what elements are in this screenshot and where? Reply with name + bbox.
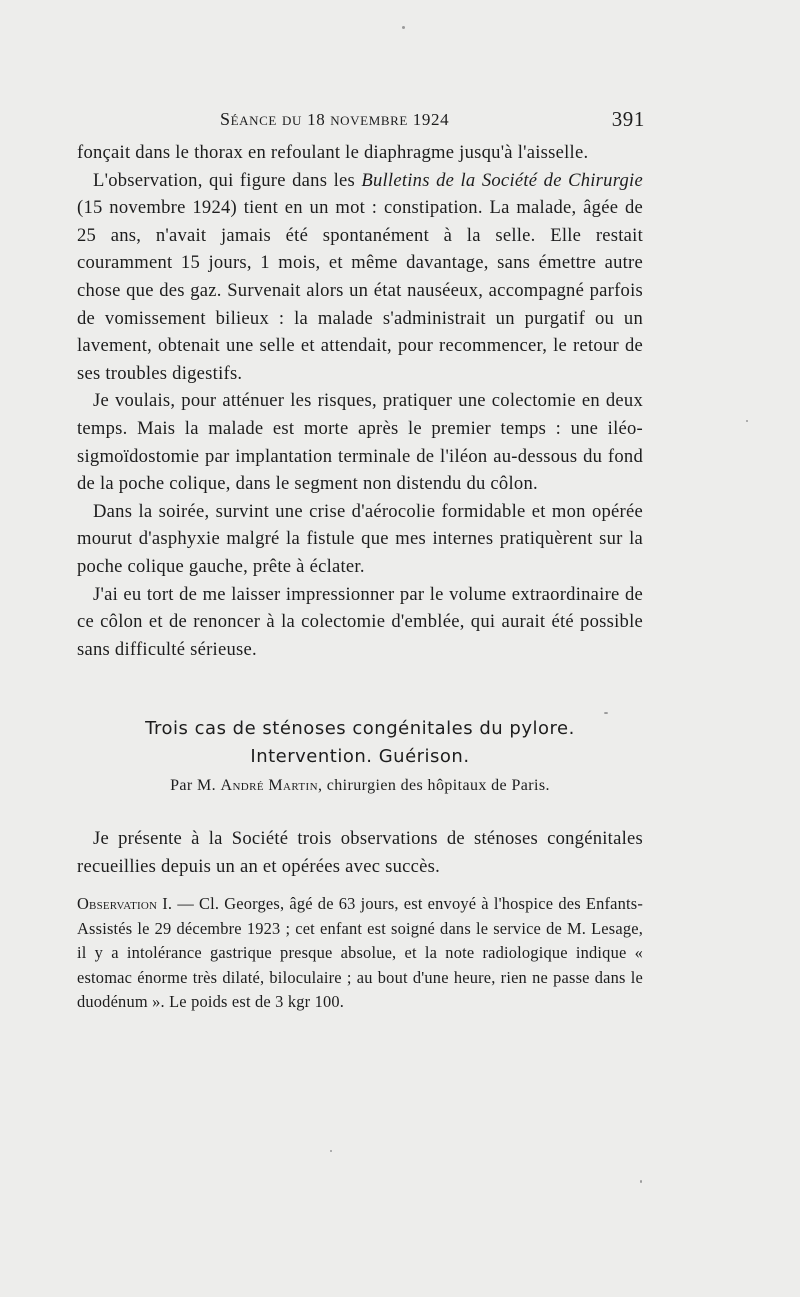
author-byline <box>77 777 643 795</box>
journal-title: Bulletins de la Société de Chirurgie <box>361 169 643 191</box>
paragraph-text: (15 novembre 1924) tient en un mot : constipation. La malade, âgée de 25 ans, n'avait jamais été spontanément à la selle. Elle restait couramment 15 jours, 1 mois, et même davantage, sans émettre autre chose que des gaz. Survenait alors un état nauséeux, accompagné parfois de vomissement bilieux : la malade s'administrait un purgatif ou un lavement, obtenait une selle et attendait, pour recommencer, le retour de ses troubles digestifs. <box>77 197 643 384</box>
paragraph-colectomy: Je voulais, pour atténuer les risques, pratiquer une colectomie en deux temps. Mais la malade est morte après le premier temps : une iléo-sigmoïdostomie par implantation terminale de l'iléon au-dessous du fond de la poche colique, dans le segment non distendu du côlon. <box>77 390 643 495</box>
observation-label: Observation I. <box>77 894 173 914</box>
paper-speck <box>746 420 748 422</box>
paragraph-observation <box>77 167 643 388</box>
running-header <box>77 105 643 139</box>
observation-paragraph <box>77 892 643 1015</box>
running-title-month: novembre <box>330 109 408 129</box>
intro-block <box>77 825 643 880</box>
running-title-prefix: Séance du <box>220 109 308 129</box>
paper-speck <box>604 712 608 714</box>
observation-block <box>77 892 643 1015</box>
main-text <box>77 139 643 663</box>
byline-prefix: Par M. <box>170 777 221 795</box>
section-title-line-2: Intervention. Guérison. <box>250 746 470 768</box>
book-page <box>77 105 643 1015</box>
running-title-year: 1924 <box>407 110 450 129</box>
section-heading <box>77 715 643 771</box>
observation-text: — Cl. Georges, âgé de 63 jours, est envoyé à l'hospice des Enfants-Assistés le 29 décembre 1923 ; cet enfant est soigné dans le service de M. Lesage, il y a intolérance gastrique presque absolue, et la note radiologique indique « estomac énorme très dilaté, biloculaire ; au bout d'une heure, rien ne passe dans le duodénum ». Le poids est de 3 kgr 100. <box>77 894 643 1012</box>
section-title-line-1: Trois cas de sténoses congénitales du pylore. <box>145 718 575 740</box>
page-number: 391 <box>611 107 645 131</box>
paragraph-evening: Dans la soirée, survint une crise d'aérocolie formidable et mon opérée mourut d'asphyxie malgré la fistule que mes internes pratiquèrent sur la poche colique gauche, prête à éclater. <box>77 500 643 577</box>
paragraph-regret: J'ai eu tort de me laisser impressionner par le volume extraordinaire de ce côlon et de renoncer à la colectomie d'emblée, qui aurait été possible sans difficulté sérieuse. <box>77 583 643 660</box>
paragraph-continuation: fonçait dans le thorax en refoulant le diaphragme jusqu'à l'aisselle. <box>77 142 589 163</box>
byline-suffix: , chirurgien des hôpitaux de Paris. <box>317 777 550 795</box>
paper-speck <box>330 1150 332 1152</box>
paper-speck <box>640 1180 642 1183</box>
paper-speck <box>402 26 405 29</box>
author-name: André Martin <box>220 777 318 795</box>
paragraph-intro: Je présente à la Société trois observations de sténoses congénitales recueillies depuis un an et opérées avec succès. <box>77 828 643 877</box>
paragraph-text: L'observation, qui figure dans les <box>93 169 362 191</box>
running-title-date: 18 <box>307 110 331 129</box>
running-title <box>220 109 449 130</box>
